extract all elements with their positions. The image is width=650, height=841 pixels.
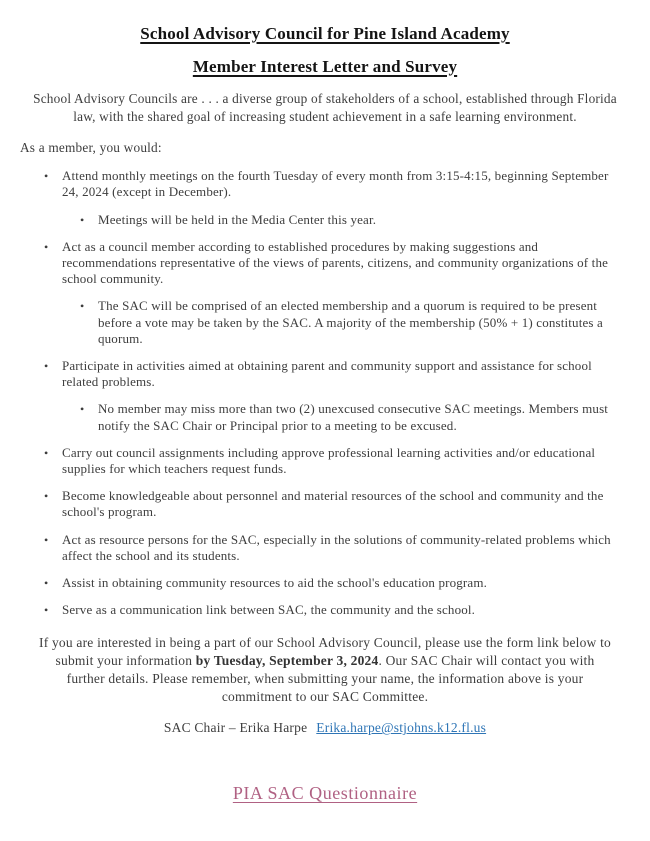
list-item <box>20 168 630 200</box>
bullet-marker: • <box>80 402 85 417</box>
sac-chair-label: SAC Chair – Erika Harpe <box>163 720 308 736</box>
bullet-marker: • <box>44 532 49 547</box>
list-item <box>20 532 630 564</box>
bullet-marker: • <box>44 603 49 618</box>
benefits-list <box>20 168 630 618</box>
bullet-marker: • <box>44 239 49 254</box>
list-item <box>20 239 630 288</box>
closing-text-after: . Our SAC Chair will contact you with further details. Please remember, when submitting your name, the information above is your commitment to our SAC Committee. <box>66 653 595 705</box>
document-title: School Advisory Council for Pine Island Academy <box>140 24 510 43</box>
list-item-text: Become knowledgeable about personnel and material resources of the school and community and the school's program. <box>62 488 604 520</box>
list-item <box>20 602 630 618</box>
bullet-marker: • <box>44 445 49 460</box>
sub-list-item <box>20 298 630 347</box>
list-item-text: Attend monthly meetings on the fourth Tuesday of every month from 3:15-4:15, beginning September 24, 2024 (except in December). <box>62 168 609 200</box>
sub-list-item <box>20 401 630 433</box>
member-lead: As a member, you would: <box>20 140 162 156</box>
list-item-text: Act as a council member according to established procedures by making suggestions and recommendations representative of the views of parents, citizens, and community organizations of the school community. <box>62 238 609 287</box>
bullet-marker: • <box>80 212 85 227</box>
sub-list-item-text: No member may miss more than two (2) unexcused consecutive SAC meetings. Members must notify the SAC Chair or Principal prior to a meeting to be excused. <box>98 401 609 433</box>
sub-list-item <box>20 212 630 228</box>
signature-line <box>20 719 630 737</box>
list-item-text: Act as resource persons for the SAC, especially in the solutions of community-related problems which affect the school and its students. <box>62 531 611 563</box>
list-item-text: Assist in obtaining community resources to aid the school's education program. <box>62 574 488 590</box>
bullet-marker: • <box>44 169 49 184</box>
questionnaire-link[interactable]: PIA SAC Questionnaire <box>232 783 418 804</box>
document-subtitle: Member Interest Letter and Survey <box>192 56 458 76</box>
bullet-marker: • <box>80 299 85 314</box>
sub-list-item-text: The SAC will be comprised of an elected membership and a quorum is required to be present before a vote may be taken by the SAC. A majority of the membership (50% + 1) constitutes a quorum. <box>98 298 603 346</box>
list-item <box>20 358 630 390</box>
closing-text-before: If you are interested in being a part of our School Advisory Council, please use the form link below to submit your information <box>39 635 611 669</box>
deadline-text: by Tuesday, September 3, 2024 <box>195 653 379 669</box>
list-item-text: Participate in activities aimed at obtaining parent and community support and assistance for school related problems. <box>62 357 592 390</box>
bullet-marker: • <box>44 358 49 373</box>
list-item-text: Carry out council assignments including approve professional learning activities and/or educational supplies for which teachers request funds. <box>62 444 596 476</box>
list-item <box>20 445 630 477</box>
list-item <box>20 488 630 520</box>
intro-paragraph: School Advisory Councils are . . . a diverse group of stakeholders of a school, established through Florida law, with the shared goal of increasing student achievement in a safe learning environment. <box>33 91 617 125</box>
sub-list-item-text: Meetings will be held in the Media Center this year. <box>98 211 377 227</box>
closing-paragraph <box>38 634 612 706</box>
questionnaire-link-block <box>20 783 630 804</box>
email-link[interactable]: Erika.harpe@stjohns.k12.fl.us <box>316 720 487 736</box>
list-item-text: Serve as a communication link between SAC, the community and the school. <box>62 602 476 618</box>
bullet-marker: • <box>44 489 49 504</box>
list-item <box>20 575 630 591</box>
bullet-marker: • <box>44 575 49 590</box>
